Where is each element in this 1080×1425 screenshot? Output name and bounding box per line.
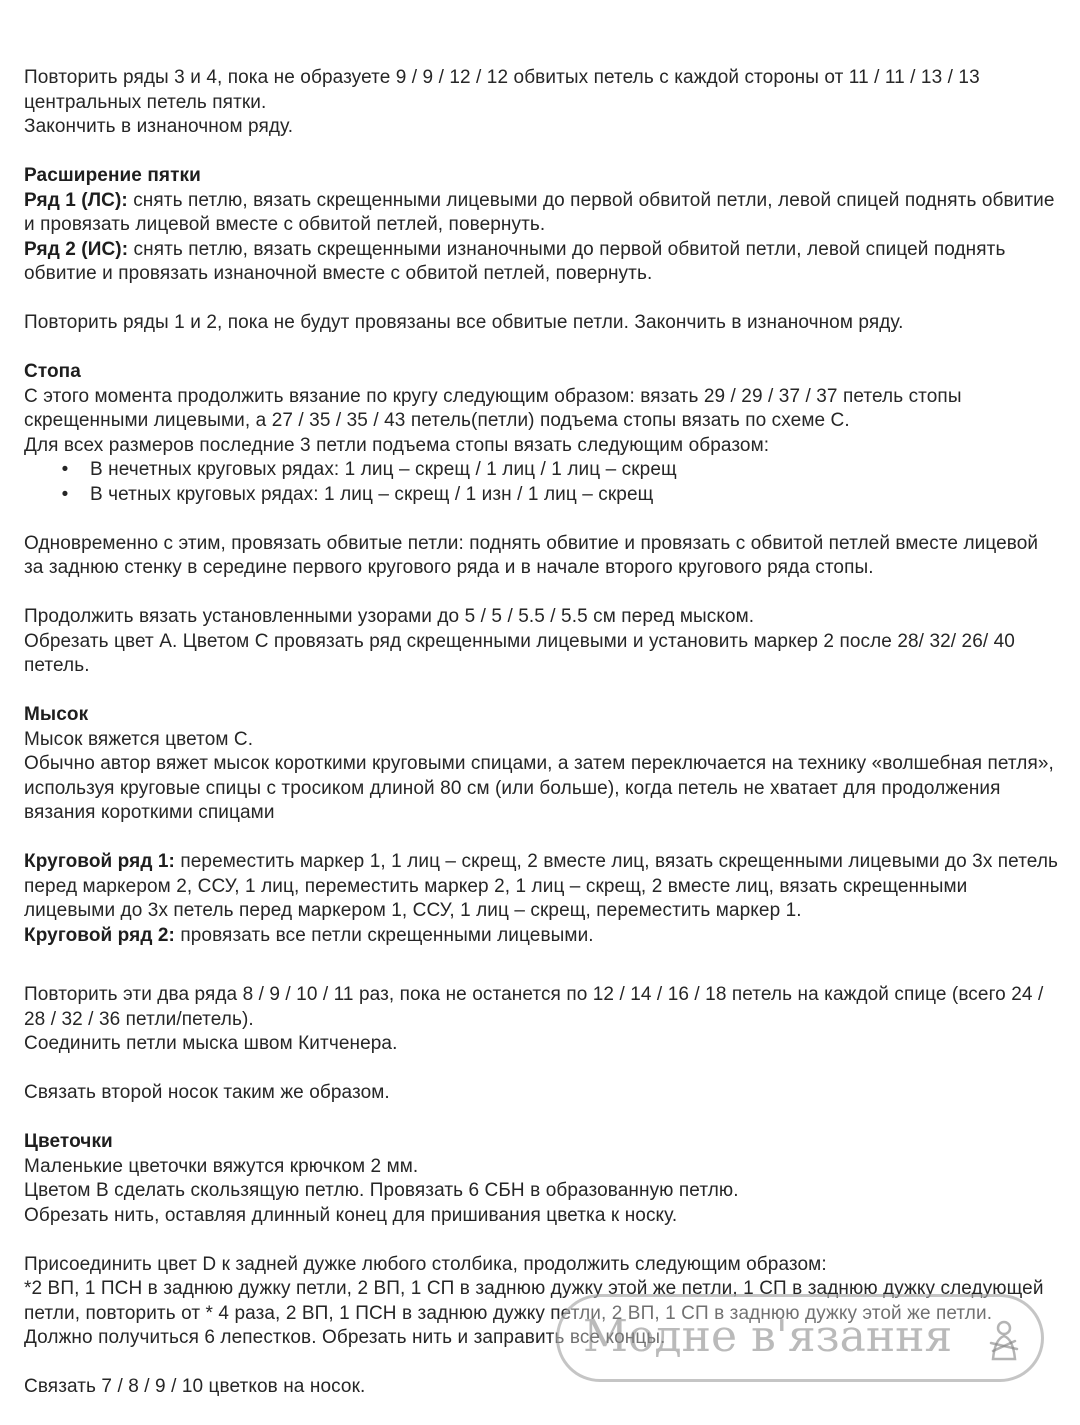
watermark-logo — [556, 1294, 1044, 1382]
paragraph-foot-cut-color: Обрезать цвет А. Цветом С провязать ряд скрещенными лицевыми и установить маркер 2 после 28/ 32/ 26/ 40 петель. — [24, 630, 1015, 676]
toe-round-1 — [24, 850, 1060, 924]
bullet-icon: • — [61, 459, 69, 480]
toe-round-2-text: провязать все петли скрещенными лицевыми. — [174, 924, 594, 946]
paragraph-flowers-hook: Маленькие цветочки вяжутся крючком 2 мм. — [24, 1155, 419, 1177]
paragraph-flowers-count: Связать 7 / 8 / 9 / 10 цветков на носок. — [24, 1376, 366, 1397]
paragraph-toe-kitchener: Соединить петли мыска швом Китченера. — [24, 1033, 398, 1054]
paragraph-foot-wraps: Одновременно с этим, провязать обвитые петли: поднять обвитие и провязать с обвитой петлей вместе лицевой за заднюю стенку в середине первого кругового ряда и в начале второго кругового ряда стопы. — [24, 532, 1039, 578]
watermark-text: Модне в'язання — [583, 1311, 953, 1362]
heading-toe: Мысок — [24, 704, 89, 725]
toe-round-2-label: Круговой ряд 2: — [24, 924, 175, 946]
document-page — [24, 66, 1060, 1400]
paragraph-flowers-join-color: Присоединить цвет D к задней дужке любого столбика, продолжить следующим образом: — [24, 1253, 827, 1275]
bullet-icon: • — [61, 483, 69, 505]
heading-foot: Стопа — [24, 361, 81, 382]
paragraph-flowers-pattern: *2 ВП, 1 ПСН в заднюю дужку петли, 2 ВП, 1 СП в заднюю дужку этой же петли, 1 СП в заднюю дужку следующей петли, повторить от * 4 раза, 2 ВП, 1 ПСН в заднюю дужку петли, 2 ВП, 1 СП в заднюю дужку этой же петли. — [24, 1278, 1044, 1324]
paragraph-flowers-slip-loop: Цветом В сделать скользящую петлю. Провязать 6 СБН в образованную петлю. — [24, 1180, 739, 1201]
heel-row-2-label: Ряд 2 (ИС): — [24, 238, 129, 260]
heading-flowers: Цветочки — [24, 1131, 113, 1152]
heel-row-2-text: снять петлю, вязать скрещенными изнаночными до первой обвитой петли, левой спицей поднять обвитие и провязать изнаночной вместе с обвитой петлей, повернуть. — [24, 238, 1006, 284]
paragraph-heel-repeat: Повторить ряды 1 и 2, пока не будут провязаны все обвитые петли. Закончить в изнаночном ряду. — [24, 312, 904, 333]
foot-bullet-list — [24, 458, 1060, 507]
paragraph-toe-repeat: Повторить эти два ряда 8 / 9 / 10 / 11 раз, пока не останется по 12 / 14 / 16 / 18 петель на каждой спице (всего 24 / 28 / 32 / 36 петли/петель). — [24, 984, 1044, 1030]
heading-heel-widening: Расширение пятки — [24, 165, 201, 186]
heel-row-1 — [24, 189, 1060, 238]
toe-round-2 — [24, 924, 1060, 949]
bullet-text-odd-rounds: В нечетных круговых рядах: 1 лиц – скрещ / 1 лиц / 1 лиц – скрещ — [90, 459, 677, 480]
paragraph-repeat-rows-3-4: Повторить ряды 3 и 4, пока не образуете 9 / 9 / 12 / 12 обвитых петель с каждой стороны от 11 / 11 / 13 / 13 центральных петель пятки. — [24, 67, 980, 113]
toe-round-1-label: Круговой ряд 1: — [24, 851, 175, 872]
paragraph-flowers-cut-yarn: Обрезать нить, оставляя длинный конец для пришивания цветка к носку. — [24, 1204, 678, 1226]
paragraph-finish-wrong-side: Закончить в изнаночном ряду. — [24, 116, 294, 137]
paragraph-toe-technique: Обычно автор вяжет мысок короткими круговыми спицами, а затем переключается на технику «волшебная петля», используя круговые спицы с тросиком длиной 80 см (или больше), когда петель не хватает для продолжения вязания короткими спицами — [24, 753, 1054, 823]
knitting-figure-icon — [985, 1319, 1023, 1363]
toe-round-1-text: переместить маркер 1, 1 лиц – скрещ, 2 вместе лиц, вязать скрещенными лицевыми до 3х петель перед маркером 2, ССУ, 1 лиц, переместить маркер 2, 1 лиц – скрещ, 2 вместе лиц, вязать скрещенными лицевыми до 3х петель перед маркером 1, ССУ, 1 лиц – скрещ, переместить маркер 1. — [24, 851, 1059, 921]
paragraph-toe-color: Мысок вяжется цветом С. — [24, 728, 254, 750]
bullet-text-even-rounds: В четных круговых рядах: 1 лиц – скрещ / 1 изн / 1 лиц – скрещ — [90, 483, 654, 505]
heel-row-2 — [24, 238, 1060, 287]
heel-row-1-label: Ряд 1 (ЛС): — [24, 189, 128, 211]
paragraph-foot-round: С этого момента продолжить вязание по кругу следующим образом: вязать 29 / 29 / 37 / 37 петель стопы скрещенными лицевыми, а 27 / 35 / 35 / 43 петель(петли) подъема стопы вязать по схеме С. — [24, 385, 962, 431]
list-item — [24, 458, 1060, 483]
list-item — [24, 483, 1060, 508]
paragraph-foot-continue: Продолжить вязать установленными узорами до 5 / 5 / 5.5 / 5.5 см перед мыском. — [24, 606, 755, 627]
heel-row-1-text: снять петлю, вязать скрещенными лицевыми до первой обвитой петли, левой спицей поднять обвитие и провязать лицевой вместе с обвитой петлей, повернуть. — [24, 189, 1055, 235]
paragraph-second-sock: Связать второй носок таким же образом. — [24, 1082, 390, 1103]
paragraph-foot-all-sizes: Для всех размеров последние 3 петли подъема стопы вязать следующим образом: — [24, 434, 770, 456]
paragraph-flowers-petals: Должно получиться 6 лепестков. Обрезать нить и заправить все концы. — [24, 1327, 666, 1348]
